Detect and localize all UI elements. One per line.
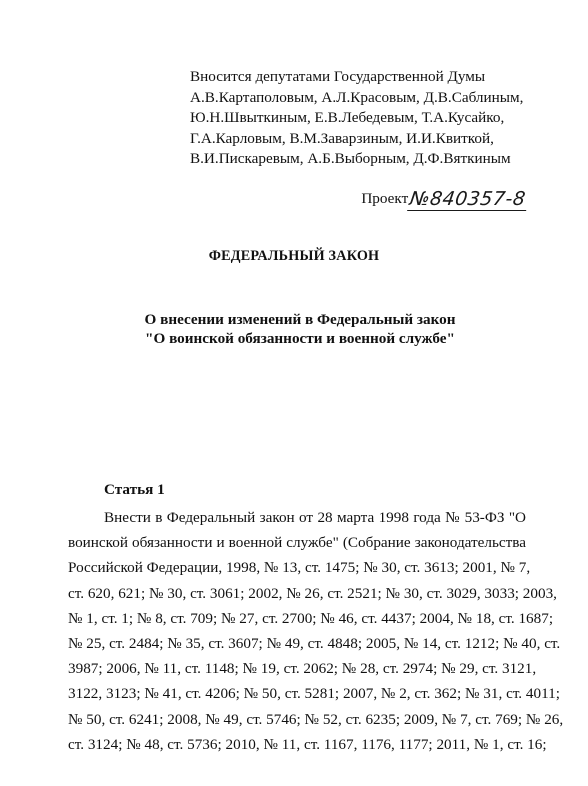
introduced-by-line: Г.А.Карловым, В.М.Заварзиным, И.И.Квиткой, [190, 129, 494, 147]
article-line: ст. 3124; № 48, ст. 5736; 2010, № 11, ст. 1167, 1176, 1177; 2011, № 1, ст. 16; [68, 735, 547, 753]
introduced-by-line: Вносится депутатами Государственной Думы [190, 68, 486, 85]
project-number-handwritten: №840357-8 [408, 188, 528, 210]
article-line: Российской Федерации, 1998, № 13, ст. 1475; № 30, ст. 3613; 2001, № 7, [68, 559, 531, 577]
introduced-by-line: Ю.Н.Швыткиным, Е.В.Лебедевым, Т.А.Кусайко, [190, 109, 505, 126]
project-label: Проект [361, 190, 409, 207]
law-subject [0, 310, 588, 348]
law-subject-line: О внесении изменений в Федеральный закон [144, 311, 456, 328]
introduced-by-line: А.В.Картаполовым, А.Л.Красовым, Д.В.Саблиным, [190, 88, 524, 106]
article-line: ст. 620, 621; № 30, ст. 3061; 2002, № 26, ст. 2521; № 30, ст. 3029, 3033; 2003, [68, 584, 557, 602]
project-number-block [361, 186, 528, 209]
law-title: ФЕДЕРАЛЬНЫЙ ЗАКОН [208, 248, 380, 264]
article-line: 3987; 2006, № 11, ст. 1148; № 19, ст. 2062; № 28, ст. 2974; № 29, ст. 3121, [68, 660, 537, 678]
article-body [68, 505, 564, 757]
article-line: № 1, ст. 1; № 8, ст. 709; № 27, ст. 2700; № 46, ст. 4437; 2004, № 18, ст. 1687; [68, 609, 554, 627]
article-line: № 50, ст. 6241; 2008, № 49, ст. 5746; № 52, ст. 6235; 2009, № 7, ст. 769; № 26, [68, 710, 564, 728]
introduced-by-block [190, 67, 550, 170]
law-subject-line: "О воинской обязанности и военной службе" [145, 330, 455, 347]
article-heading: Статья 1 [104, 481, 165, 498]
introduced-by-line: В.И.Пискаревым, А.Б.Выборным, Д.Ф.Вяткиным [190, 150, 511, 167]
article-line: Внести в Федеральный закон от 28 марта 1998 года № 53-ФЗ "О [104, 509, 526, 526]
article-line: воинской обязанности и военной службе" (Собрание законодательства [68, 534, 526, 552]
article-line: № 25, ст. 2484; № 35, ст. 3607; № 49, ст. 4848; 2005, № 14, ст. 1212; № 40, ст. [68, 634, 561, 652]
article-line: 3122, 3123; № 41, ст. 4206; № 50, ст. 5281; 2007, № 2, ст. 362; № 31, ст. 4011; [68, 685, 560, 703]
